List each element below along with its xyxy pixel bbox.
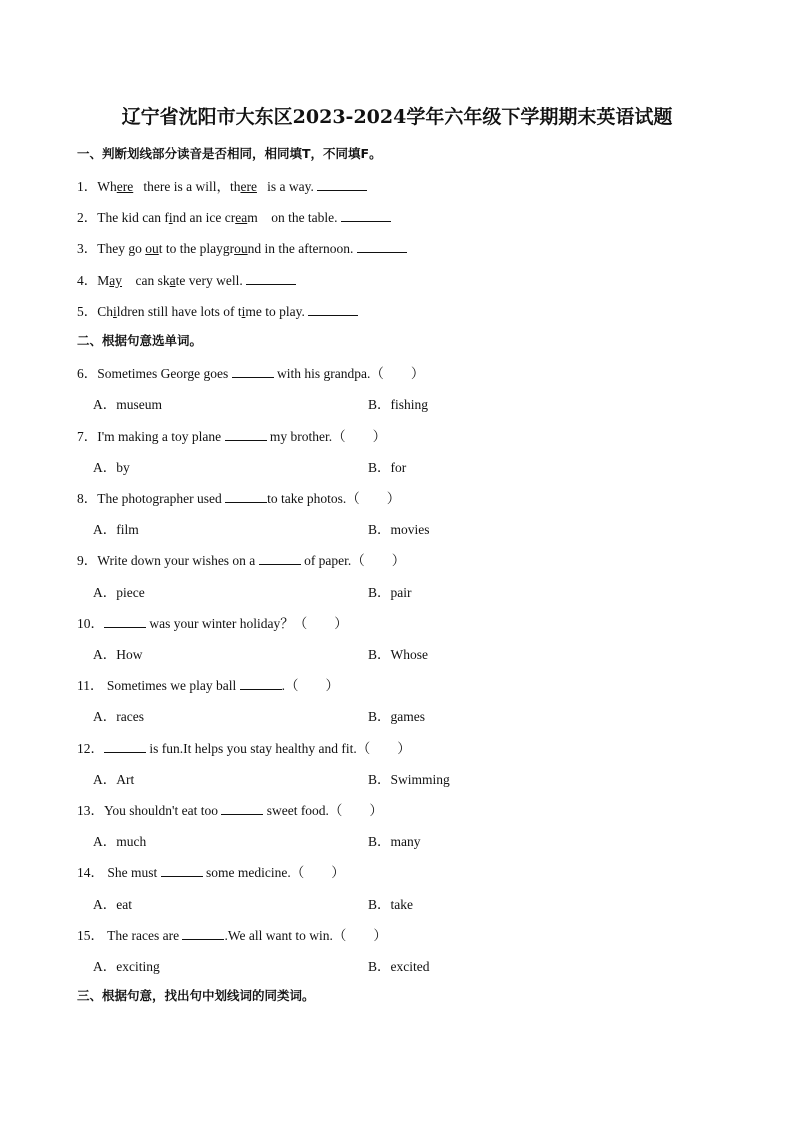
underlined-letters: ere <box>240 179 257 194</box>
question-9 <box>77 549 405 569</box>
question-7 <box>77 425 386 445</box>
answer-blank[interactable] <box>240 677 282 690</box>
question-8 <box>77 487 400 507</box>
question-text: Ch <box>97 304 114 319</box>
option-b[interactable]: B．movies <box>368 522 430 537</box>
question-1 <box>77 175 367 195</box>
question-text: me to play. <box>245 304 309 319</box>
question-text: nd an ice cr <box>172 210 236 225</box>
question-text: Write down your wishes on a <box>97 553 259 568</box>
question-15 <box>77 924 387 944</box>
answer-blank[interactable] <box>341 209 391 222</box>
question-text: Sometimes George goes <box>97 366 232 381</box>
question-text: Sometimes we play ball <box>103 678 240 693</box>
question-text: is a way. <box>256 179 318 194</box>
question-number: 3． <box>77 241 98 256</box>
question-number: 2． <box>77 210 98 225</box>
question-text: M <box>97 273 110 288</box>
answer-blank[interactable] <box>161 864 203 877</box>
question-number: 5． <box>77 304 98 319</box>
question-text: The races are <box>104 928 183 943</box>
question-3 <box>77 237 407 257</box>
option-a[interactable]: A．piece <box>93 585 145 600</box>
question-text: She must <box>104 865 161 880</box>
option-b[interactable]: B．games <box>368 709 425 724</box>
answer-blank[interactable] <box>221 802 263 815</box>
question-text: .We all want to win.（ ） <box>224 928 387 943</box>
underlined-letters: i <box>113 304 117 319</box>
underlined-letters: ea <box>235 210 248 225</box>
option-a[interactable]: A．by <box>93 460 130 475</box>
section-heading-three: 三、根据句意，找出句中划线词的同类词。 <box>77 988 315 1003</box>
answer-blank[interactable] <box>357 240 407 253</box>
question-number: 8． <box>77 491 98 506</box>
answer-blank[interactable] <box>225 428 267 441</box>
question-text: my brother.（ ） <box>266 429 387 444</box>
option-b[interactable]: B．take <box>368 897 413 912</box>
question-number: 7． <box>77 429 98 444</box>
page-title: 辽宁省沈阳市大东区2023-2024学年六年级下学期期末英语试题 <box>121 106 673 128</box>
question-11 <box>77 674 339 694</box>
underlined-letters: ou <box>145 241 159 256</box>
option-a[interactable]: A．film <box>93 522 139 537</box>
question-number: 13． <box>77 803 104 818</box>
question-text: with his grandpa.（ ） <box>273 366 425 381</box>
question-6 <box>77 362 424 382</box>
question-text: te very well. <box>175 273 247 288</box>
question-number: 11． <box>77 678 104 693</box>
question-number: 4． <box>77 273 98 288</box>
question-number: 12． <box>77 741 104 756</box>
question-text: The photographer used <box>97 491 226 506</box>
question-text: ldren still have lots of t <box>116 304 242 319</box>
underlined-letters: i <box>168 210 173 225</box>
option-b[interactable]: B．excited <box>368 959 430 974</box>
underlined-letters: ere <box>116 179 134 194</box>
question-text: They go <box>97 241 146 256</box>
question-2 <box>77 206 391 226</box>
option-b[interactable]: B．for <box>368 460 407 475</box>
question-number: 14． <box>77 865 104 880</box>
question-13 <box>77 799 383 819</box>
question-number: 10． <box>77 616 104 631</box>
question-text: there is a will，th <box>133 179 241 194</box>
question-number: 6． <box>77 366 98 381</box>
question-number: 1． <box>77 179 98 194</box>
question-12 <box>77 737 411 757</box>
question-text: You shouldn't eat too <box>104 803 222 818</box>
answer-blank[interactable] <box>225 490 267 503</box>
option-b[interactable]: B．pair <box>368 585 412 600</box>
question-text: .（ ） <box>281 678 339 693</box>
underlined-letters: a <box>169 273 176 288</box>
option-a[interactable]: A．eat <box>93 897 132 912</box>
section-heading-two: 二、根据句意选单词。 <box>77 333 203 348</box>
section-heading-one: 一、判断划线部分读音是否相同，相同填T，不同填F。 <box>77 146 382 161</box>
option-a[interactable]: A．much <box>93 834 147 849</box>
question-text: to take photos.（ ） <box>267 491 401 506</box>
option-a[interactable]: A．races <box>93 709 144 724</box>
question-text: m on the table. <box>247 210 341 225</box>
option-b[interactable]: B．Whose <box>368 647 428 662</box>
question-text: nd in the afternoon. <box>247 241 357 256</box>
option-a[interactable]: A．museum <box>93 397 162 412</box>
question-text: sweet food.（ ） <box>263 803 383 818</box>
question-number: 9． <box>77 553 98 568</box>
answer-blank[interactable] <box>232 365 274 378</box>
question-text: Wh <box>97 179 117 194</box>
option-a[interactable]: A．Art <box>93 772 135 787</box>
underlined-letters: i <box>241 304 246 319</box>
question-text: The kid can f <box>97 210 169 225</box>
question-number: 15． <box>77 928 104 943</box>
question-text: is fun.It helps you stay healthy and fit.（ ） <box>146 741 411 756</box>
answer-blank[interactable] <box>259 552 301 565</box>
question-14 <box>77 861 345 881</box>
answer-blank[interactable] <box>308 303 358 316</box>
answer-blank[interactable] <box>246 272 296 285</box>
option-b[interactable]: B．Swimming <box>368 772 450 787</box>
question-text: of paper.（ ） <box>300 553 406 568</box>
question-10 <box>77 612 348 632</box>
option-a[interactable]: A．How <box>93 647 143 662</box>
option-b[interactable]: B．fishing <box>368 397 429 412</box>
underlined-letters: ou <box>234 241 248 256</box>
underlined-letters: ay <box>109 273 123 288</box>
question-text: t to the playgr <box>158 241 235 256</box>
question-text: some medicine.（ ） <box>202 865 345 880</box>
answer-blank[interactable] <box>104 615 146 628</box>
question-5 <box>77 300 358 320</box>
question-text: I'm making a toy plane <box>97 429 225 444</box>
option-b[interactable]: B．many <box>368 834 421 849</box>
answer-blank[interactable] <box>317 178 367 191</box>
question-4 <box>77 269 296 289</box>
answer-blank[interactable] <box>104 740 146 753</box>
question-text: can sk <box>122 273 170 288</box>
answer-blank[interactable] <box>182 927 224 940</box>
question-text: was your winter holiday？（ ） <box>146 616 348 631</box>
option-a[interactable]: A．exciting <box>93 959 160 974</box>
